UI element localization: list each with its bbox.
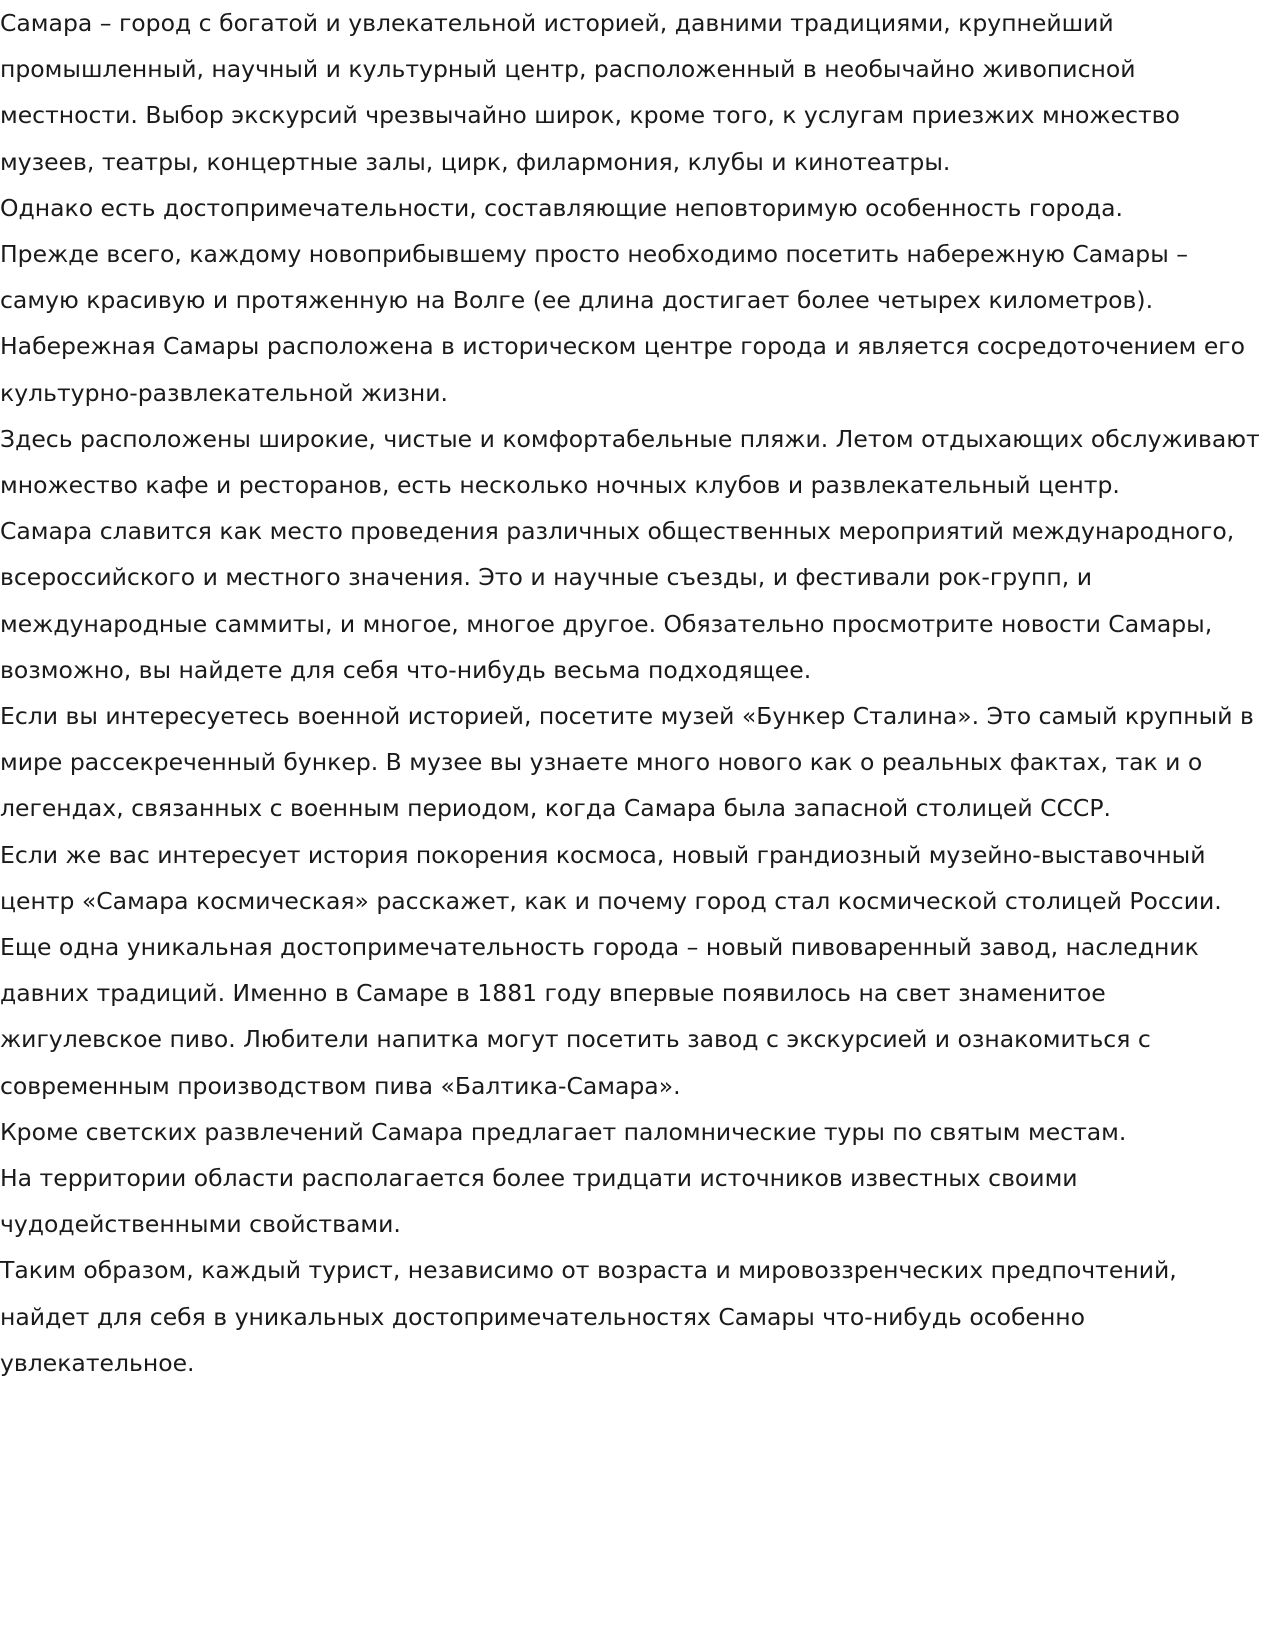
paragraph: Здесь расположены широкие, чистые и комфортабельные пляжи. Летом отдыхающих обслуживают множество кафе и ресторанов, есть несколько ночных клубов и развлекательный центр.: [0, 424, 1260, 500]
paragraph: Кроме светских развлечений Самара предлагает паломнические туры по святым местам.: [0, 1117, 1127, 1146]
paragraph: Самара славится как место проведения различных общественных мероприятий международного, всероссийского и местного значения. Это и научные съезды, и фестивали рок-групп, и международные саммиты, и многое, многое другое. Обязательно просмотрите новости Самары, возможно, вы найдете для себя что-нибудь весьма подходящее.: [0, 517, 1235, 684]
paragraph: Таким образом, каждый турист, независимо от возраста и мировоззренческих предпочтений, найдет для себя в уникальных достопримечательностях Самары что-нибудь особенно увлекательное.: [0, 1256, 1177, 1377]
paragraph: Если вы интересуетесь военной историей, посетите музей «Бункер Сталина». Это самый крупный в мире рассекреченный бункер. В музее вы узнаете много нового как о реальных фактах, так и о легендах, связанных с военным периодом, когда Самара была запасной столицей СССР.: [0, 702, 1254, 823]
paragraph: На территории области располагается более тридцати источников известных своими чудодейственными свойствами.: [0, 1164, 1078, 1239]
paragraph: Если же вас интересует история покорения космоса, новый грандиозный музейно-выставочный центр «Самара космическая» расскажет, как и почему город стал космической столицей России.: [0, 840, 1222, 915]
paragraph: Прежде всего, каждому новоприбывшему просто необходимо посетить набережную Самары – самую красивую и протяженную на Волге (ее длина достигает более четырех километров). Набережная Самары расположена в историческом центре города и является сосредоточением его культурно-развлекательной жизни.: [0, 240, 1246, 407]
paragraph: Самара – город с богатой и увлекательной историей, давними традициями, крупнейший промышленный, научный и культурный центр, расположенный в необычайно живописной местности. Выбор экскурсий чрезвычайно широк, кроме того, к услугам приезжих множество музеев, театры, концертные залы, цирк, филармония, клубы и кинотеатры.: [0, 9, 1180, 176]
paragraph: Еще одна уникальная достопримечательность города – новый пивоваренный завод, наследник давних традиций. Именно в Самаре в 1881 году впервые появилось на свет знаменитое жигулевское пиво. Любители напитка могут посетить завод с экскурсией и ознакомиться с современным производством пива «Балтика-Самара».: [0, 933, 1199, 1100]
paragraph: Однако есть достопримечательности, составляющие неповторимую особенность города.: [0, 193, 1123, 222]
